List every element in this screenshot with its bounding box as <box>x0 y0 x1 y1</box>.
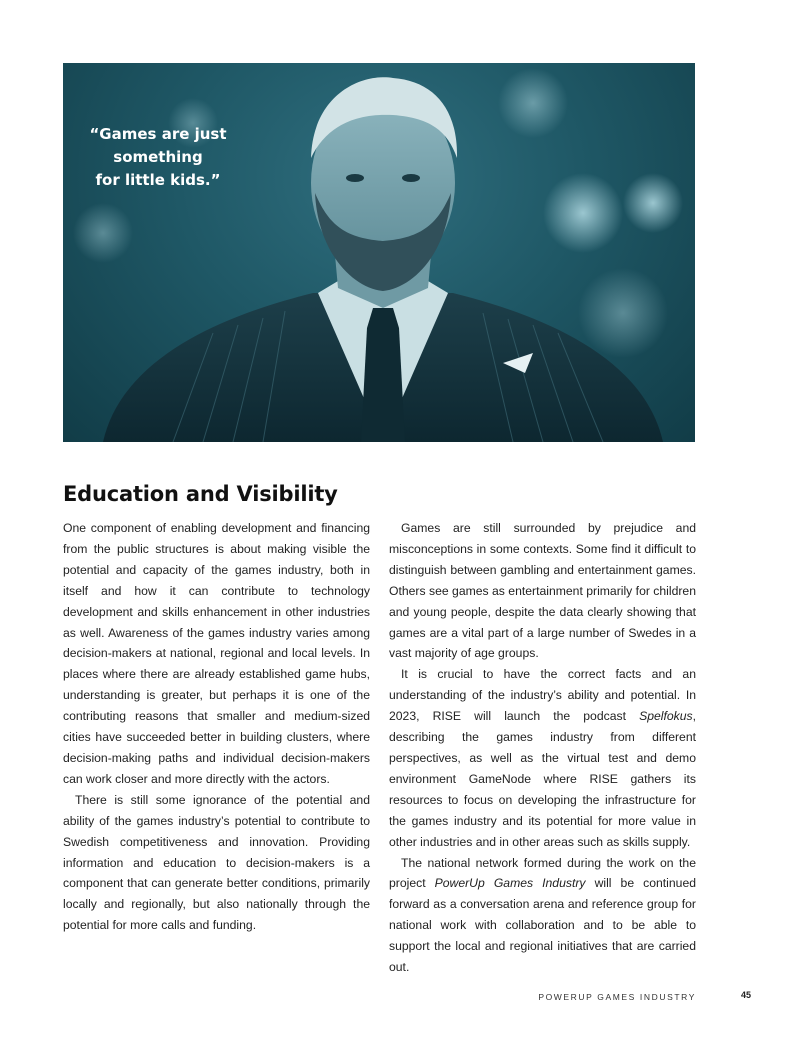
quote-line-3: for little kids.” <box>95 171 221 189</box>
portrait-photo <box>63 63 695 442</box>
section-heading: Education and Visibility <box>63 482 338 506</box>
portrait-illustration <box>63 63 695 442</box>
right-paragraph-2-start: It is crucial to have the correct facts and an understanding of the industry’s ability and potential. In 2023, RISE will launch the podcast <box>389 667 696 724</box>
podcast-title: Spelfokus <box>639 709 693 724</box>
page-number: 45 <box>741 990 752 1000</box>
right-paragraph-3 <box>389 853 696 978</box>
right-paragraph-2 <box>389 664 696 852</box>
left-paragraph-2: There is still some ignorance of the potential and ability of the games industry’s potential to contribute to Swedish competitiveness and innovation. Providing information and education to decision-makers is a component that can generate better conditions, primarily locally and regionally, but also nationally through the potential for more calls and funding. <box>63 792 370 933</box>
right-paragraph-3-end: will be continued forward as a conversation arena and reference group for national work with collaboration and to be able to support the local and regional initiatives that are carried out. <box>389 876 697 975</box>
quote-line-2: something <box>113 148 203 166</box>
right-paragraph-2-end: , describing the games industry from different perspectives, as well as the virtual test and demo environment GameNode where RISE gathers its resources to focus on developing the infrastructure for the games industry and its potential for more value in other industries and in other areas such as skills supply. <box>389 709 696 849</box>
quote-line-1: “Games are just <box>89 125 227 143</box>
right-paragraph-1: Games are still surrounded by prejudice and misconceptions in some contexts. Some find it difficult to distinguish between gambling and entertainment games. Others see games as entertainment primarily for children and young people, despite the data clearly showing that games are a vital part of a large number of Swedes in a vast majority of age groups. <box>389 521 696 661</box>
right-column <box>389 518 696 978</box>
left-column <box>63 518 370 936</box>
left-paragraph-1: One component of enabling development and financing from the public structures is about making visible the potential and capacity of the games industry, both in itself and how it can contribute to technology development and skills enhancement in other industries as well. Awareness of the games industry varies among decision-makers at national, regional and local levels. In places where there are already established game hubs, understanding is greater, but perhaps it is one of the contributing reasons that smaller and medium-sized cities have succeeded better in building clusters, where decision-making paths and individual decision-makers can work closer and more directly with the actors. <box>63 521 370 786</box>
project-title: PowerUp Games Industry <box>434 876 586 891</box>
photo-quote <box>88 123 228 192</box>
right-paragraph-3-start: The national network formed during the work on the project <box>389 855 696 891</box>
footer-publication-label: POWERUP GAMES INDUSTRY <box>538 992 696 1002</box>
